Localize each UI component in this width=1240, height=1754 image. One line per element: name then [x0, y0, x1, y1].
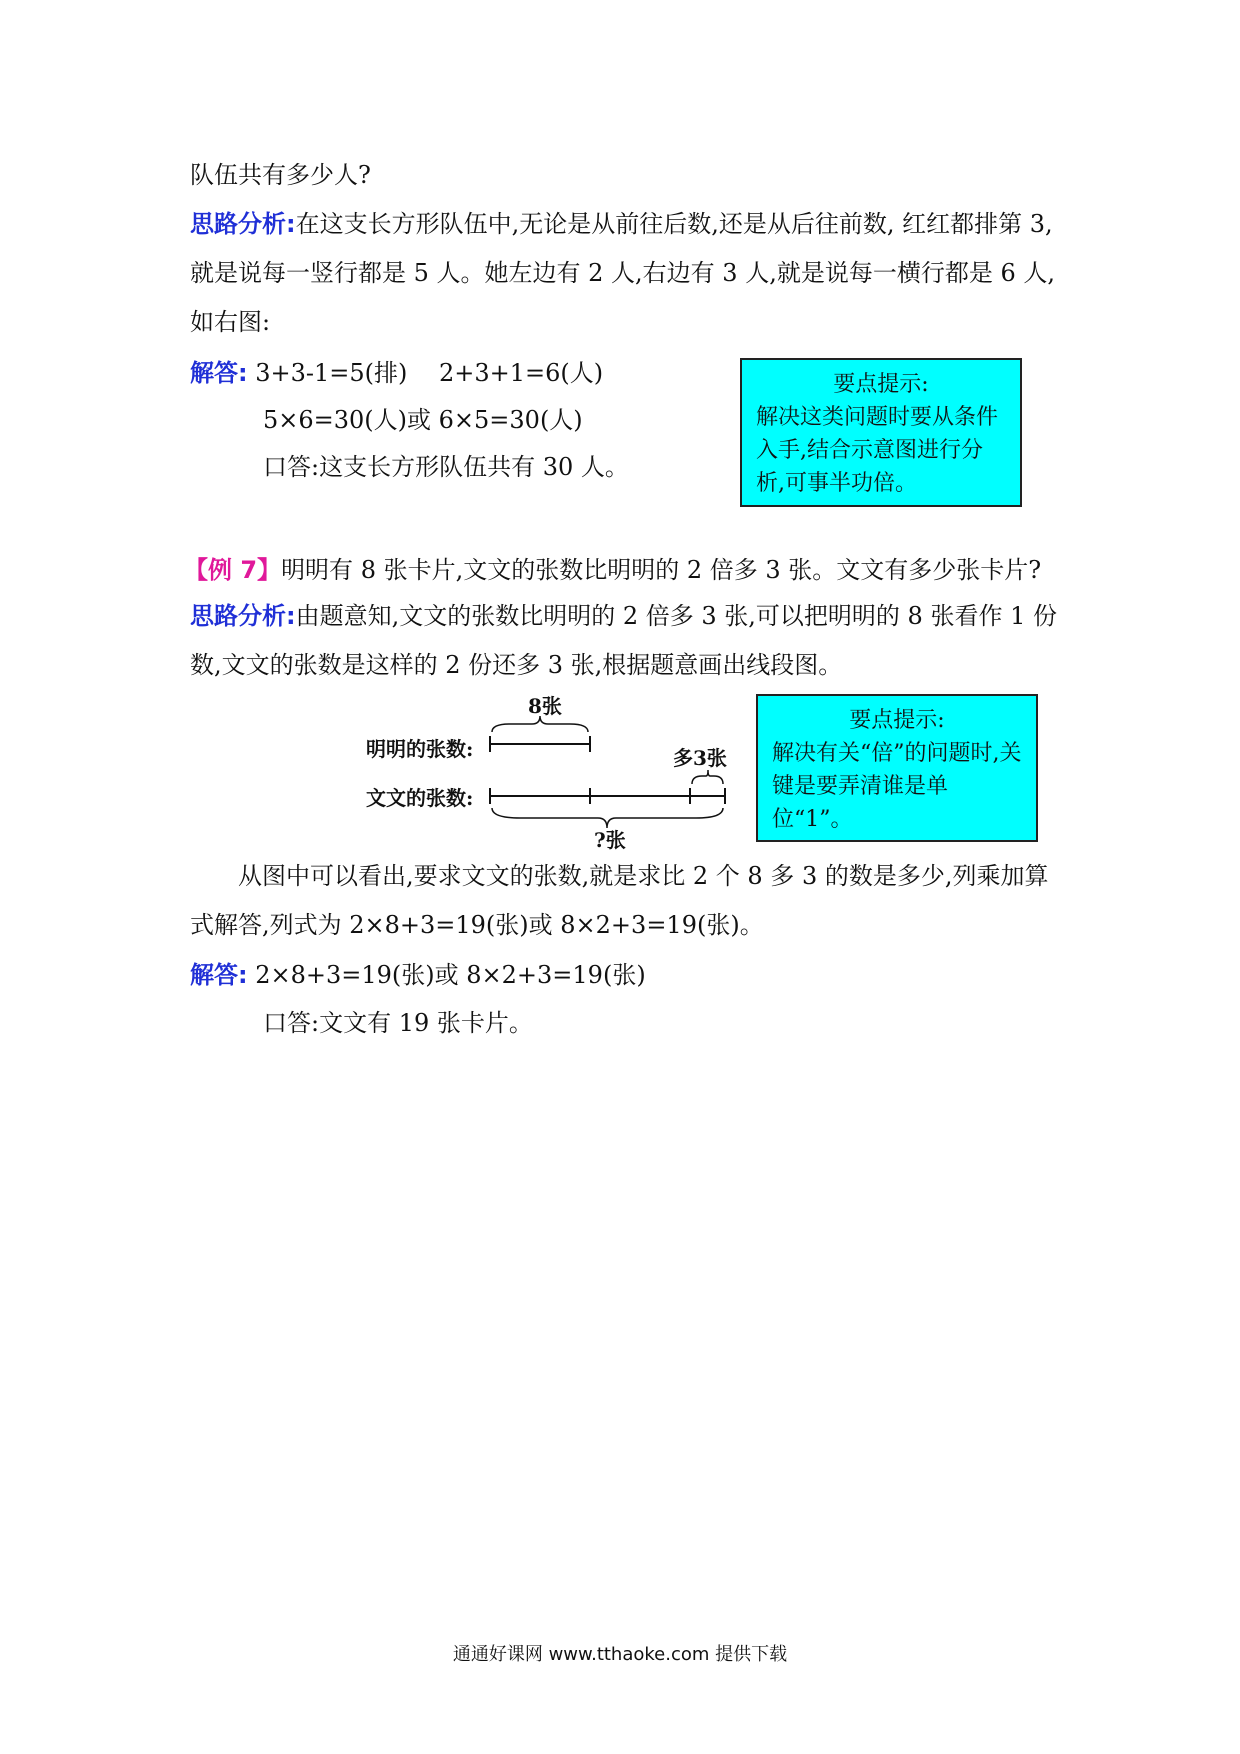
- analysis-paragraph-1: [190, 200, 1060, 347]
- tip-title: 要点提示:: [833, 372, 929, 397]
- answer-equation-1: 3+3-1=5(排) 2+3+1=6(人): [255, 359, 604, 387]
- explain-paragraph: 从图中可以看出,要求文文的张数,就是求比 2 个 8 多 3 的数是多少,列乘加算式解答,列式为 2×8+3=19(张)或 8×2+3=19(张)。: [190, 862, 1049, 939]
- tip-title: 要点提示:: [849, 708, 945, 733]
- answer-line-2: 口答:文文有 19 张卡片。: [263, 1009, 533, 1037]
- analysis-text: 由题意知,文文的张数比明明的 2 倍多 3 张,可以把明明的 8 张看作 1 份数,文文的张数是这样的 2 份还多 3 张,根据题意画出线段图。: [190, 602, 1057, 679]
- line-segment-diagram: [480, 712, 740, 832]
- question-text: 明明有 8 张卡片,文文的张数比明明的 2 倍多 3 张。文文有多少张卡片?: [281, 556, 1042, 584]
- diagram-bottom-label: ?张: [594, 828, 626, 852]
- example-label: 【例 7】: [184, 556, 282, 584]
- page-footer: 通通好课网 www.tthaoke.com 提供下载: [452, 1644, 788, 1665]
- diagram-row2-label: 文文的张数:: [366, 786, 474, 810]
- tip-box-1: [740, 358, 1022, 507]
- answer-line-1: [190, 960, 646, 990]
- tip-box-2: [756, 694, 1038, 842]
- example-7-question: [184, 555, 1041, 585]
- analysis-paragraph-2: [190, 592, 1060, 690]
- mingming-segment: [490, 736, 590, 752]
- analysis-text: 在这支长方形队伍中,无论是从前往后数,还是从后往前数, 红红都排第 3,就是说每一竖行都是 5 人。她左边有 2 人,右边有 3 人,就是说每一横行都是 6 人,如右图:: [190, 210, 1055, 336]
- answer-label: 解答:: [190, 961, 248, 989]
- answer-line-2: 5×6=30(人)或 6×5=30(人): [263, 406, 583, 434]
- analysis-label: 思路分析:: [190, 602, 296, 630]
- continuation-text: 队伍共有多少人?: [190, 161, 371, 189]
- wenwen-segment: [490, 788, 725, 804]
- answer-equation: 2×8+3=19(张)或 8×2+3=19(张): [255, 961, 646, 989]
- diagram-row1-label: 明明的张数:: [366, 737, 474, 761]
- tip-body: 解决这类问题时要从条件入手,结合示意图进行分析,可事半功倍。: [756, 405, 999, 496]
- answer-line-3: 口答:这支长方形队伍共有 30 人。: [263, 453, 629, 481]
- answer-label: 解答:: [190, 359, 248, 387]
- extra-brace: [692, 770, 723, 784]
- tip-body: 解决有关“倍”的问题时,关键是要弄清谁是单位“1”。: [772, 741, 1022, 832]
- analysis-label: 思路分析:: [190, 210, 296, 238]
- diagram-extra-label: 多3张: [673, 746, 727, 770]
- answer-line-1: [190, 358, 603, 388]
- diagram-top-label: 8张: [528, 694, 562, 718]
